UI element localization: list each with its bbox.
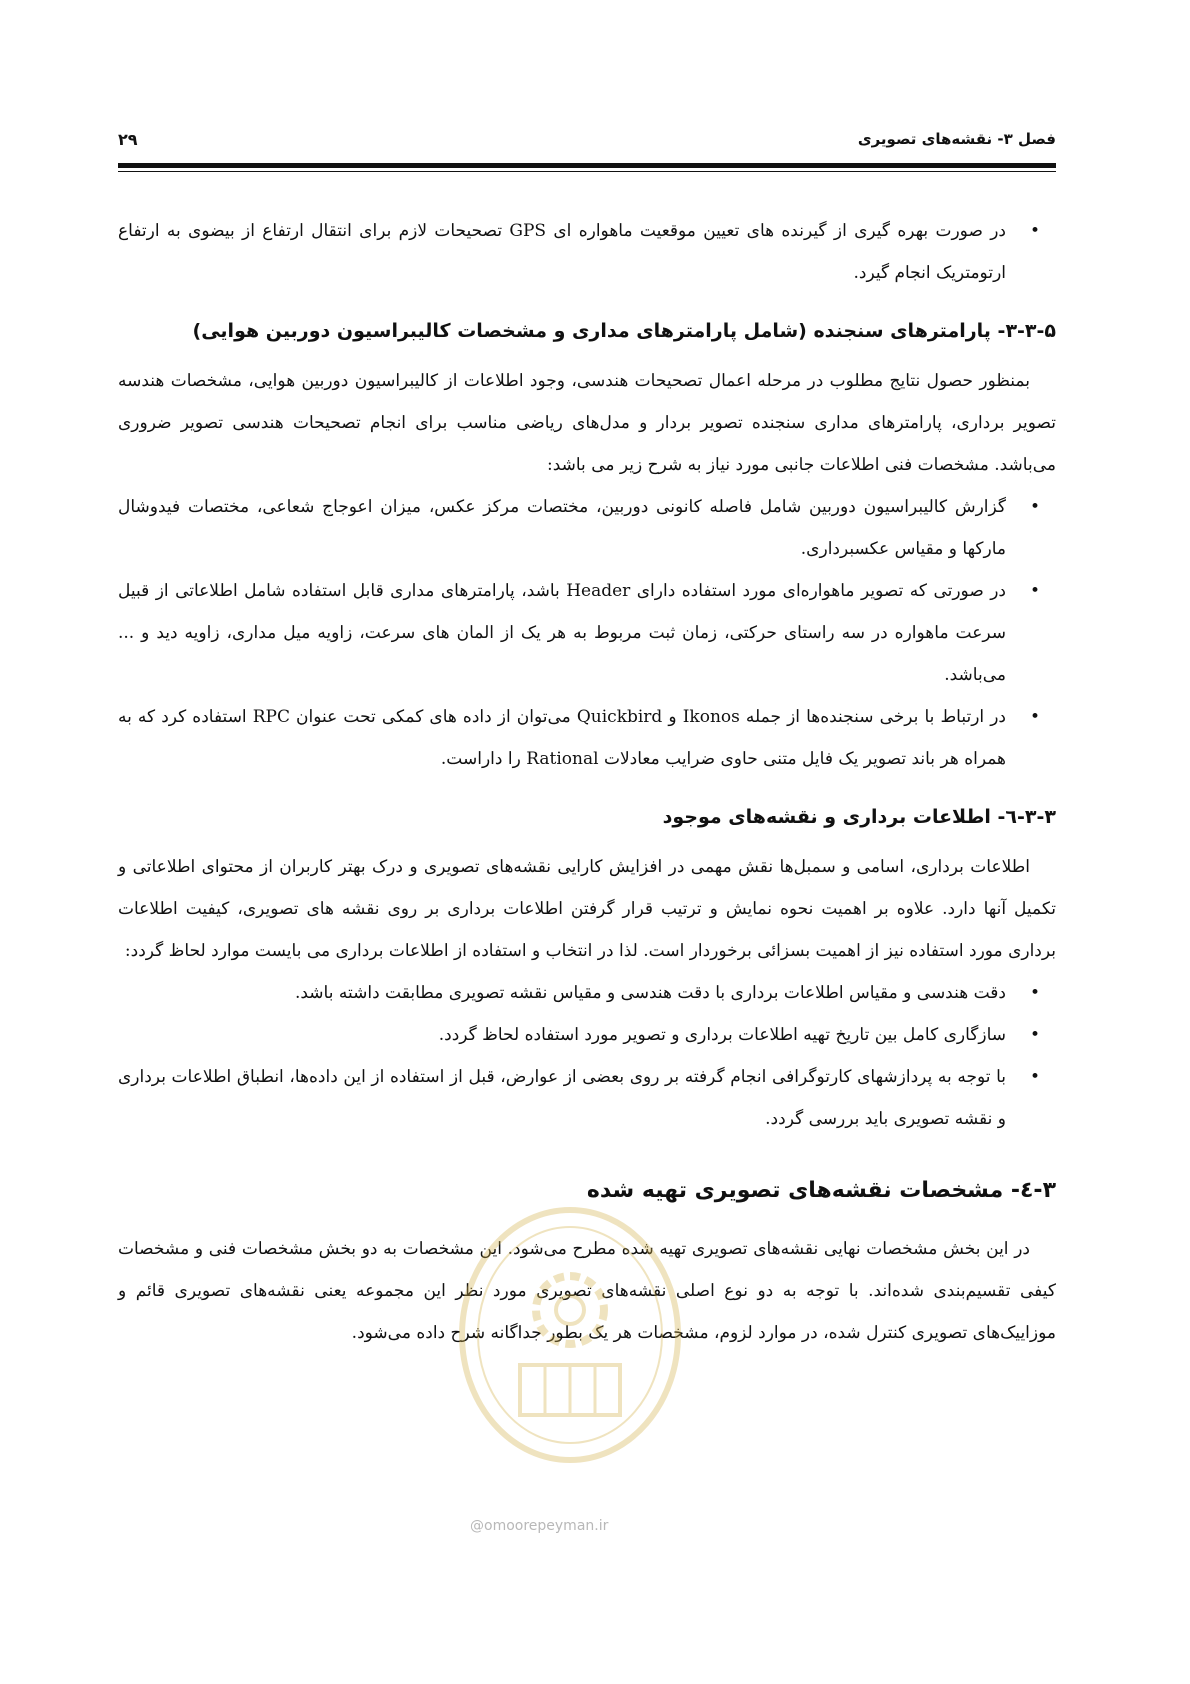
list-item: • در صورتی که تصویر ماهواره‌ای مورد استفاده دارای Header باشد، پارامترهای مداری قابل استفاده شامل اطلاعاتی از قبیل سرعت ماهواره در سه راستای حرکتی، زمان ثبت مربوط به هر یک از المان های سرعت، زاویه میل مداری، زاویه دید و ... می‌باشد. xyxy=(118,570,1006,696)
page-content xyxy=(118,210,1056,1354)
section-paragraph-3-4: در این بخش مشخصات نهایی نقشه‌های تصویری تهیه شده مطرح می‌شود. این مشخصات به دو بخش مشخصات فنی و مشخصات کیفی تقسیم‌بندی شده‌اند. با توجه به دو نوع اصلی نقشه‌های تصویری مورد نظر این مجموعه یعنی نقشه‌های تصویری قائم و موزاییک‌های تصویری کنترل شده، در موارد لزوم، مشخصات هر یک بطور جداگانه شرح داده می‌شود. xyxy=(118,1239,1056,1343)
chapter-title: فصل ۳- نقشه‌های تصویری xyxy=(857,130,1056,148)
section-paragraph-3-3-6: اطلاعات برداری، اسامی و سمبل‌ها نقش مهمی در افزایش کارایی نقشه‌های تصویری و درک بهتر کاربران از محتوای اطلاعاتی و تکمیل آنها دارد. علاوه بر اهمیت نحوه نمایش و ترتیب قرار گرفتن اطلاعات برداری بر روی نقشه های تصویری، کیفیت اطلاعات برداری مورد استفاده نیز از اهمیت بسزائی برخوردار است. لذا در انتخاب و استفاده از اطلاعات برداری می بایست موارد لحاظ گردد: xyxy=(118,857,1056,961)
bullet-list-3-3-5 xyxy=(118,486,1056,780)
section-heading-3-3-6: ۳-۳-٦- اطلاعات برداری و نقشه‌های موجود xyxy=(662,806,1056,828)
list-item: • در صورت بهره گیری از گیرنده های تعیین موقعیت ماهواره ای GPS تصحیحات لازم برای انتقال ارتفاع از بیضوی به ارتفاع ارتومتریک انجام گیرد. xyxy=(118,210,1006,294)
section-heading-3-4: ۳-٤- مشخصات نقشه‌های تصویری تهیه شده xyxy=(586,1178,1056,1203)
list-item: • سازگاری کامل بین تاریخ تهیه اطلاعات برداری و تصویر مورد استفاده لحاظ گردد. xyxy=(118,1014,1006,1056)
list-item: • دقت هندسی و مقیاس اطلاعات برداری با دقت هندسی و مقیاس نقشه تصویری مطابقت داشته باشد. xyxy=(118,972,1006,1014)
watermark-text: @omoorepeyman.ir xyxy=(470,1518,609,1534)
header-rule-thin xyxy=(118,171,1056,172)
list-item: • با توجه به پردازشهای کارتوگرافی انجام گرفته بر روی بعضی از عوارض، قبل از استفاده از این داده‌ها، انطباق اطلاعات برداری و نقشه تصویری باید بررسی گردد. xyxy=(118,1056,1006,1140)
section-heading-3-3-5: ۳-۳-۵- پارامترهای سنجنده (شامل پارامترهای مداری و مشخصات کالیبراسیون دوربین هوایی) xyxy=(192,320,1056,342)
running-header xyxy=(118,130,1056,156)
list-item: • در ارتباط با برخی سنجنده‌ها از جمله Ikonos و Quickbird می‌توان از داده های کمکی تحت عنوان RPC استفاده کرد که به همراه هر باند تصویر یک فایل متنی حاوی ضرایب معادلات Rational را داراست. xyxy=(118,696,1006,780)
bullet-list-3-3-6 xyxy=(118,972,1056,1140)
watermark-seal-icon xyxy=(450,1200,690,1500)
page-number: ۲۹ xyxy=(118,130,138,149)
list-item: • گزارش کالیبراسیون دوربین شامل فاصله کانونی دوربین، مختصات مرکز عکس، میزان اعوجاج شعاعی، مختصات فیدوشال مارکها و مقیاس عکسبرداری. xyxy=(118,486,1006,570)
section-paragraph-3-3-5: بمنظور حصول نتایج مطلوب در مرحله اعمال تصحیحات هندسی، وجود اطلاعات از کالیبراسیون دوربین هوایی، مشخصات هندسه تصویر برداری، پارامترهای مداری سنجنده تصویر بردار و مدل‌های ریاضی مناسب برای انجام تصحیحات هندسی تصویر ضروری می‌باشد. مشخصات فنی اطلاعات جانبی مورد نیاز به شرح زیر می باشد: xyxy=(118,371,1056,475)
intro-bullet-list xyxy=(118,210,1056,294)
header-rule-thick xyxy=(118,163,1056,168)
